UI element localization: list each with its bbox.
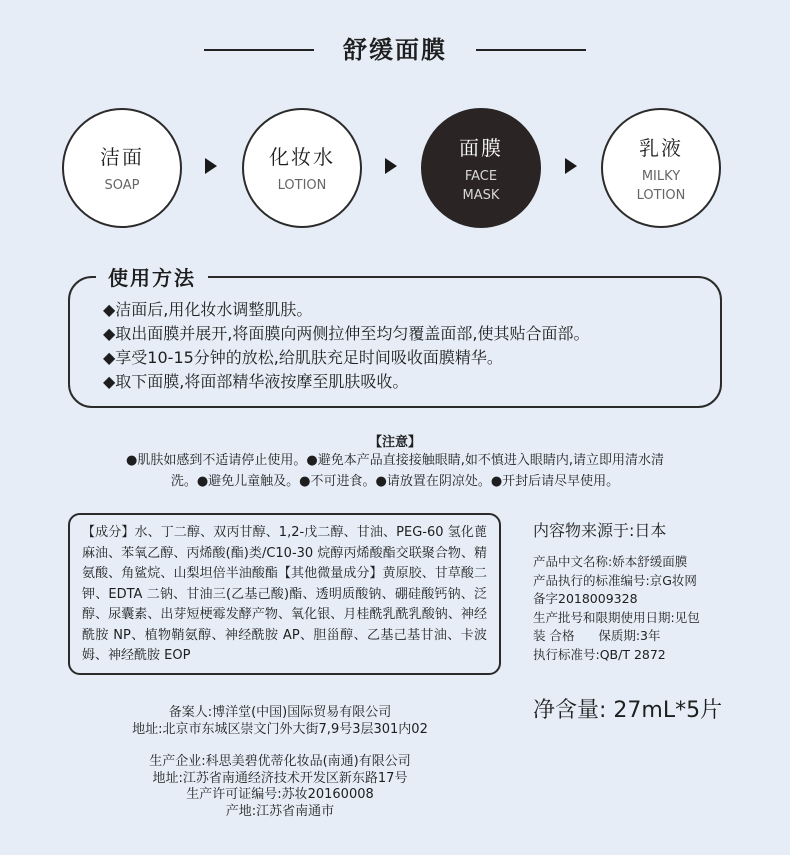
page-title: 舒缓面膜	[343, 36, 447, 64]
usage-item: ◆享受10-15分钟的放松,给肌肤充足时间吸收面膜精华。	[103, 348, 503, 367]
content-origin: 内容物来源于:日本	[533, 521, 667, 540]
maker-name: 生产企业:科思美碧优蒂化妆品(南通)有限公司	[149, 754, 411, 769]
usage-heading: 使用方法	[96, 262, 208, 291]
notice-line: 洗。●避免儿童触及。●不可进食。●请放置在阴凉处。●开封后请尽早使用。	[170, 474, 620, 489]
usage-item: ◆取下面膜,将面部精华液按摩至肌肤吸收。	[103, 372, 409, 391]
origin-place: 产地:江苏省南通市	[225, 803, 335, 819]
ingredients-box: 【成分】水、丁二醇、双丙甘醇、1,2-戊二醇、甘油、PEG-60 氢化蓖麻油、苯氧乙醇、丙烯酸(酯)类/C10-30 烷醇丙烯酸酯交联聚合物、精氨酸、角鲨烷、山梨坦倍半油酸酯【其他微量成分】黄原胶、甘草酸二钾、EDTA 二钠、甘油三(乙基己酸)酯、透明质酸钠、硼硅酸钙钠、泛醇、尿囊素、出芽短梗霉发酵产物、氧化银、月桂酰乳酰乳酸钠、神经酰胺 NP、植物鞘氨醇、神经酰胺 AP、胆甾醇、乙基己基甘油、卡波姆、神经酰胺 EOP	[68, 513, 501, 675]
step-soap	[62, 108, 182, 228]
notice-text	[70, 450, 720, 492]
arrow-right-icon	[565, 158, 577, 174]
notice-heading: 【注意】	[368, 435, 421, 450]
filer-info	[0, 705, 560, 738]
maker-info	[0, 754, 560, 820]
usage-item: ◆洁面后,用化妆水调整肌肤。	[103, 300, 313, 319]
arrow-right-icon	[385, 158, 397, 174]
step-sublabel: FACE MASK	[462, 168, 500, 203]
step-label: 面膜	[459, 135, 503, 160]
arrow-right-icon	[205, 158, 217, 174]
usage-item: ◆取出面膜并展开,将面膜向两侧拉伸至均匀覆盖面部,使其贴合面部。	[103, 324, 590, 343]
info-line: 备字2018009328	[533, 591, 638, 606]
step-lotion	[242, 108, 362, 228]
step-sublabel: SOAP	[104, 178, 140, 193]
product-info	[533, 553, 700, 664]
step-sublabel: MILKY LOTION	[636, 168, 686, 203]
info-line: 产品中文名称:娇本舒缓面膜	[533, 554, 688, 569]
step-face-mask	[421, 108, 541, 228]
info-line: 执行标准号:QB/T 2872	[533, 646, 666, 662]
net-content: 净含量: 27mL*5片	[533, 698, 723, 723]
step-sublabel: LOTION	[277, 178, 327, 193]
notice-line: ●肌肤如感到不适请停止使用。●避免本产品直接接触眼睛,如不慎进入眼睛内,请立即用清水清	[126, 453, 664, 468]
info-line: 生产批号和限期使用日期:见包	[533, 609, 700, 625]
usage-list	[103, 298, 589, 394]
filer-address: 地址:北京市东城区崇文门外大街7,9号3层301内02	[132, 721, 428, 737]
step-label: 化妆水	[269, 145, 335, 169]
info-line: 产品执行的标准编号:京G妆网	[533, 572, 697, 588]
info-line: 装 合格 保质期:3年	[533, 628, 661, 643]
maker-address: 地址:江苏省南通经济技术开发区新东路17号	[152, 770, 408, 786]
step-label: 洁面	[100, 145, 144, 169]
step-label: 乳液	[639, 135, 683, 160]
filer-name: 备案人:博洋堂(中国)国际贸易有限公司	[168, 705, 392, 720]
step-milky-lotion	[601, 108, 721, 228]
license-number: 生产许可证编号:苏妆20160008	[186, 787, 374, 802]
